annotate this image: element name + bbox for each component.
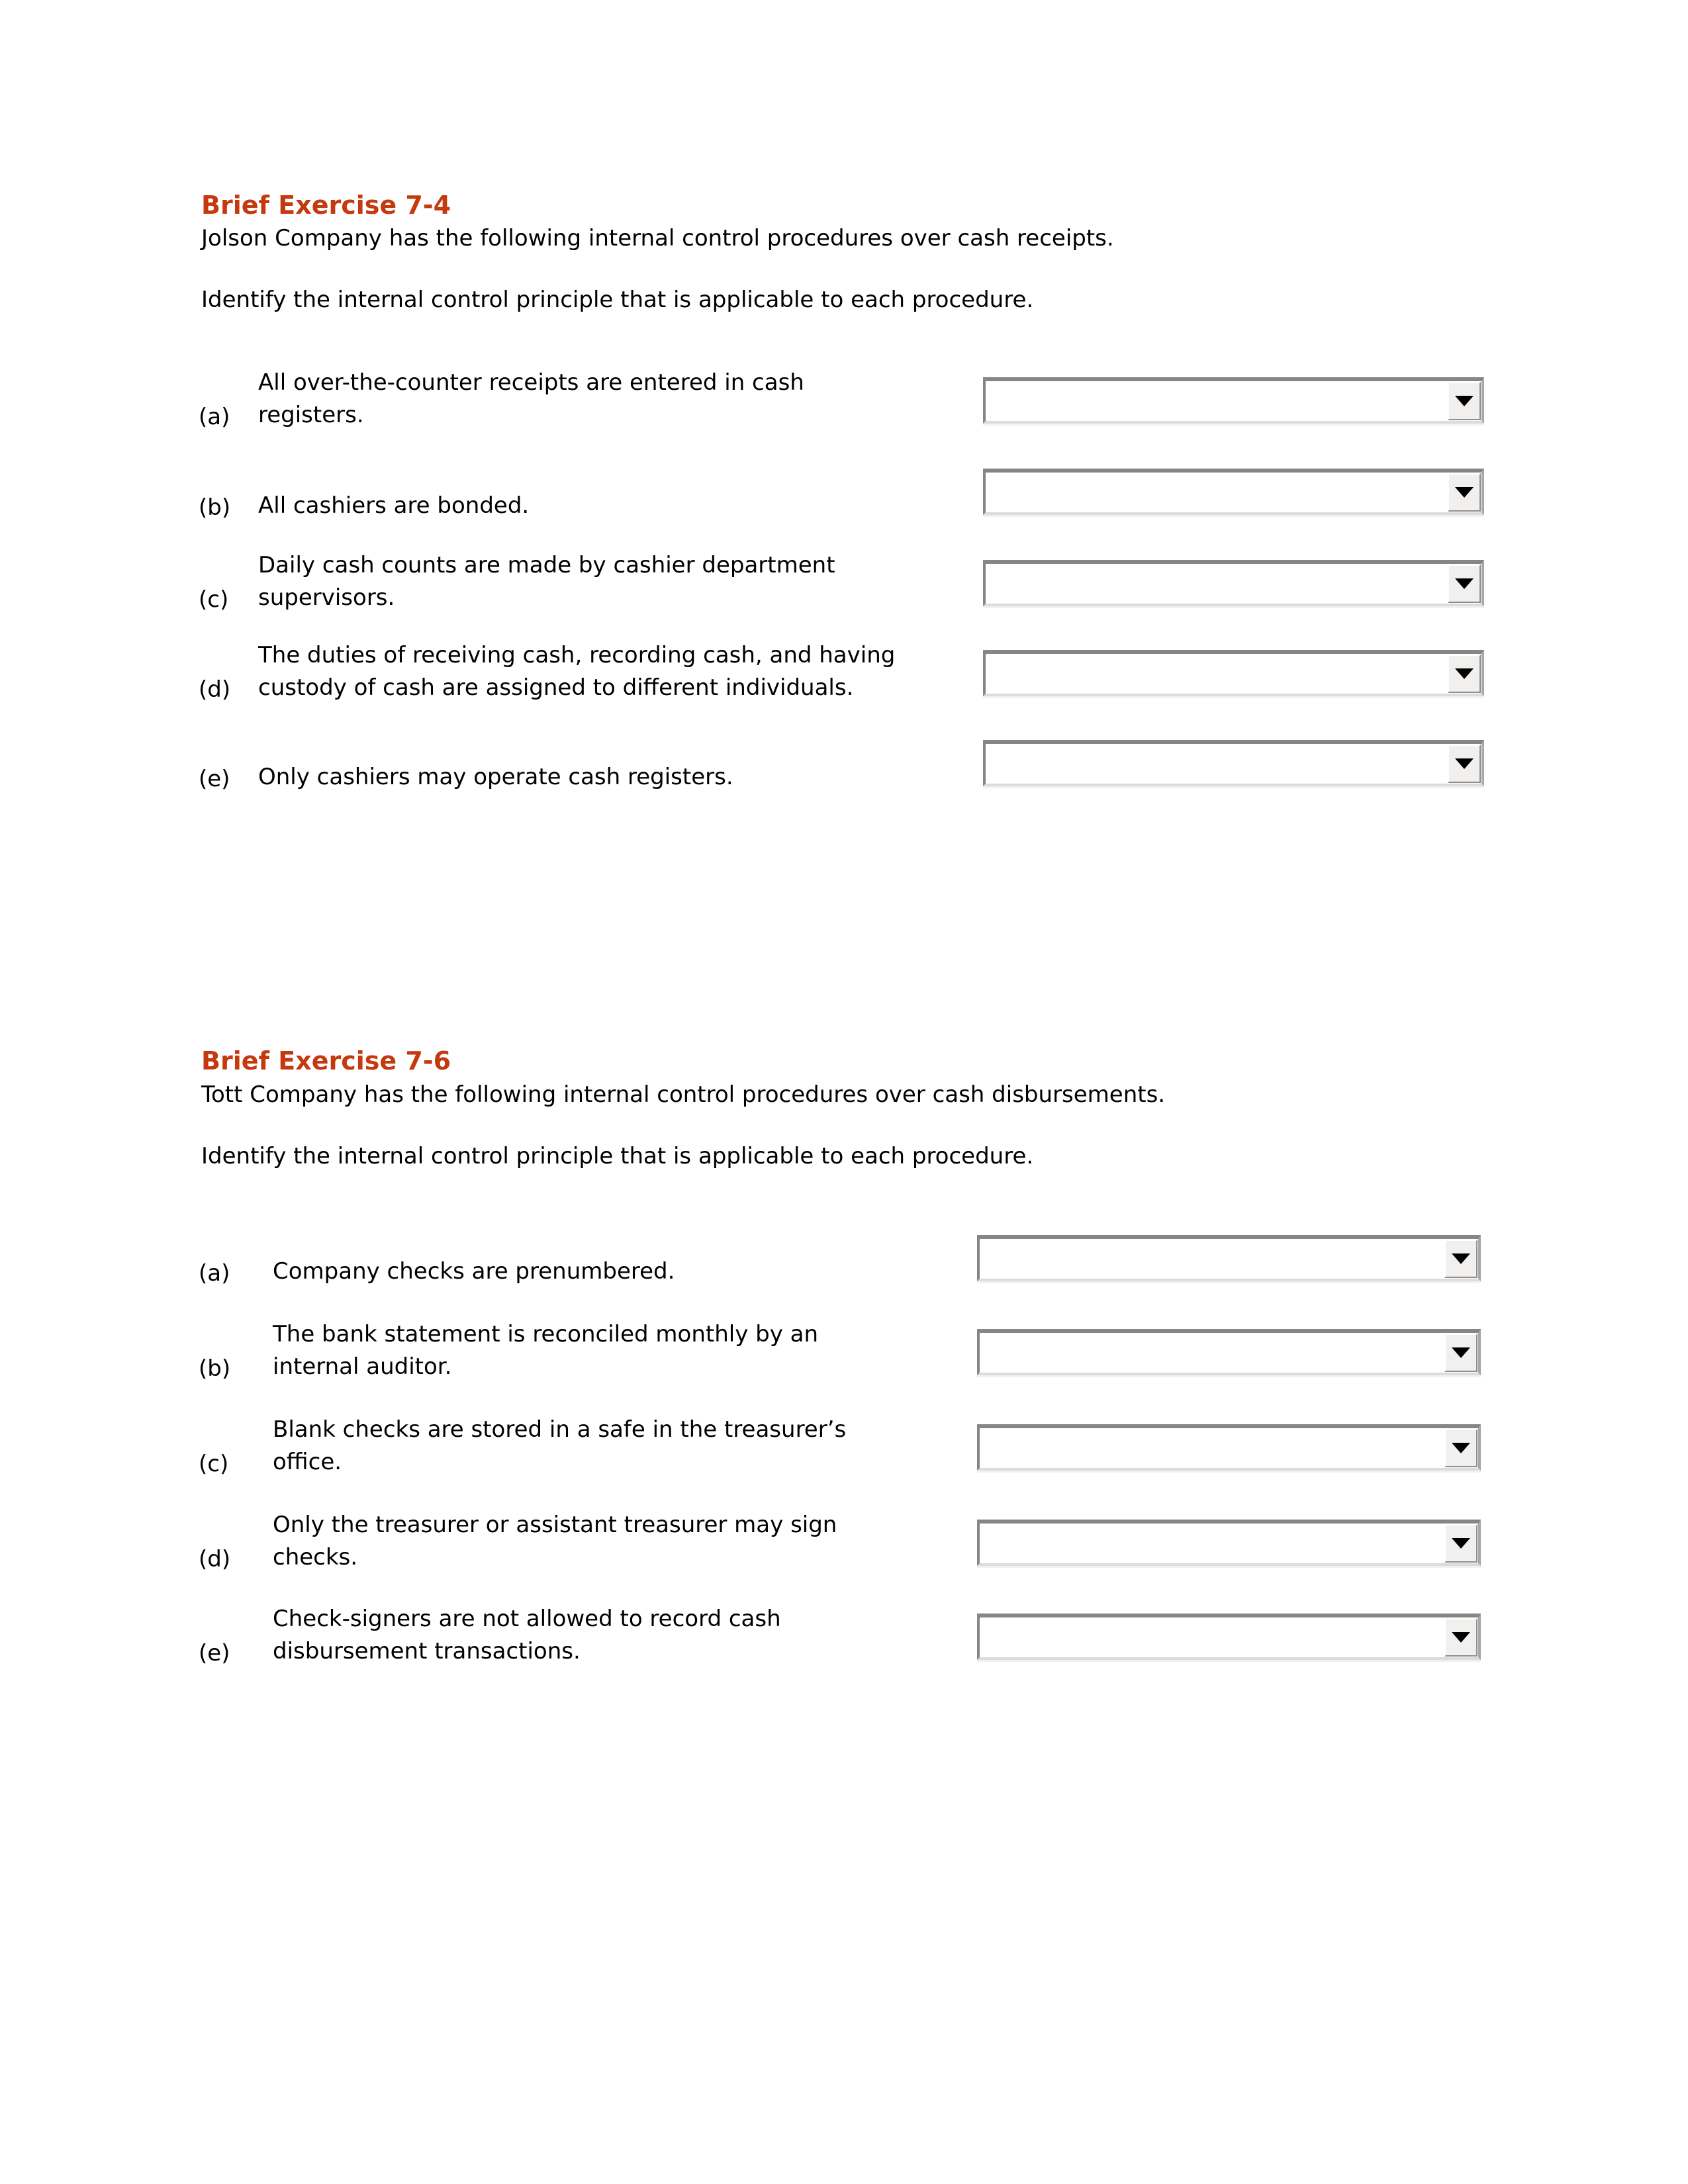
principle-select[interactable]: [977, 1329, 1481, 1375]
chevron-down-icon: [1455, 396, 1474, 406]
item-letter: (d): [199, 676, 231, 703]
principle-select[interactable]: [983, 377, 1484, 424]
chevron-down-icon: [1452, 1632, 1470, 1643]
item-text-line: Blank checks are stored in a safe in the treasurer’s: [273, 1416, 847, 1443]
chevron-down-icon: [1455, 578, 1474, 589]
principle-select[interactable]: [983, 469, 1484, 515]
chevron-down-icon: [1455, 487, 1474, 498]
principle-select[interactable]: [983, 650, 1484, 696]
principle-select[interactable]: [977, 1520, 1481, 1566]
item-letter: (e): [199, 766, 230, 792]
exercise-2-title: Brief Exercise 7-6: [201, 1046, 451, 1075]
item-letter: (b): [199, 1355, 231, 1382]
chevron-down-icon: [1452, 1253, 1470, 1264]
item-text-line: The bank statement is reconciled monthly by an: [273, 1321, 819, 1347]
dropdown-arrow-button[interactable]: [1448, 382, 1481, 420]
item-text-line: office.: [273, 1449, 342, 1475]
item-text-line: supervisors.: [258, 584, 395, 611]
chevron-down-icon: [1452, 1538, 1470, 1549]
item-text-line: The duties of receiving cash, recording cash, and having: [258, 642, 896, 668]
item-letter: (c): [199, 586, 229, 613]
item-letter: (d): [199, 1546, 231, 1572]
item-letter: (a): [199, 404, 230, 430]
item-text-line: All over-the-counter receipts are entered in cash: [258, 369, 804, 396]
exercise-1-intro: Jolson Company has the following internal control procedures over cash receipts.: [201, 225, 1114, 251]
item-text-line: Check-signers are not allowed to record cash: [273, 1606, 781, 1632]
item-text-line: Only the treasurer or assistant treasurer may sign: [273, 1512, 837, 1538]
chevron-down-icon: [1452, 1347, 1470, 1358]
item-letter: (a): [199, 1260, 230, 1287]
dropdown-arrow-button[interactable]: [1444, 1524, 1477, 1563]
item-text-line: Company checks are prenumbered.: [273, 1258, 675, 1285]
exercise-2-intro: Tott Company has the following internal control procedures over cash disbursements.: [201, 1081, 1166, 1108]
dropdown-arrow-button[interactable]: [1448, 745, 1481, 783]
principle-select[interactable]: [983, 740, 1484, 786]
item-letter: (e): [199, 1640, 230, 1666]
item-text-line: checks.: [273, 1544, 358, 1570]
dropdown-arrow-button[interactable]: [1444, 1334, 1477, 1372]
item-text-line: disbursement transactions.: [273, 1638, 581, 1664]
dropdown-arrow-button[interactable]: [1444, 1240, 1477, 1278]
principle-select[interactable]: [977, 1424, 1481, 1471]
item-text-line: Daily cash counts are made by cashier department: [258, 552, 835, 578]
dropdown-arrow-button[interactable]: [1444, 1618, 1477, 1657]
exercise-2-instruction: Identify the internal control principle that is applicable to each procedure.: [201, 1143, 1034, 1169]
chevron-down-icon: [1455, 758, 1474, 769]
item-text-line: All cashiers are bonded.: [258, 492, 530, 519]
exercise-1-instruction: Identify the internal control principle that is applicable to each procedure.: [201, 287, 1034, 313]
principle-select[interactable]: [977, 1235, 1481, 1281]
dropdown-arrow-button[interactable]: [1448, 655, 1481, 693]
chevron-down-icon: [1455, 668, 1474, 679]
dropdown-arrow-button[interactable]: [1444, 1429, 1477, 1467]
item-text-line: Only cashiers may operate cash registers.: [258, 764, 733, 790]
item-text-line: internal auditor.: [273, 1353, 452, 1380]
dropdown-arrow-button[interactable]: [1448, 565, 1481, 603]
principle-select[interactable]: [977, 1614, 1481, 1660]
dropdown-arrow-button[interactable]: [1448, 473, 1481, 512]
item-letter: (c): [199, 1451, 229, 1477]
exercise-1-title: Brief Exercise 7-4: [201, 191, 451, 220]
principle-select[interactable]: [983, 560, 1484, 606]
item-letter: (b): [199, 494, 231, 521]
chevron-down-icon: [1452, 1443, 1470, 1453]
item-text-line: registers.: [258, 402, 364, 428]
item-text-line: custody of cash are assigned to different individuals.: [258, 674, 854, 701]
